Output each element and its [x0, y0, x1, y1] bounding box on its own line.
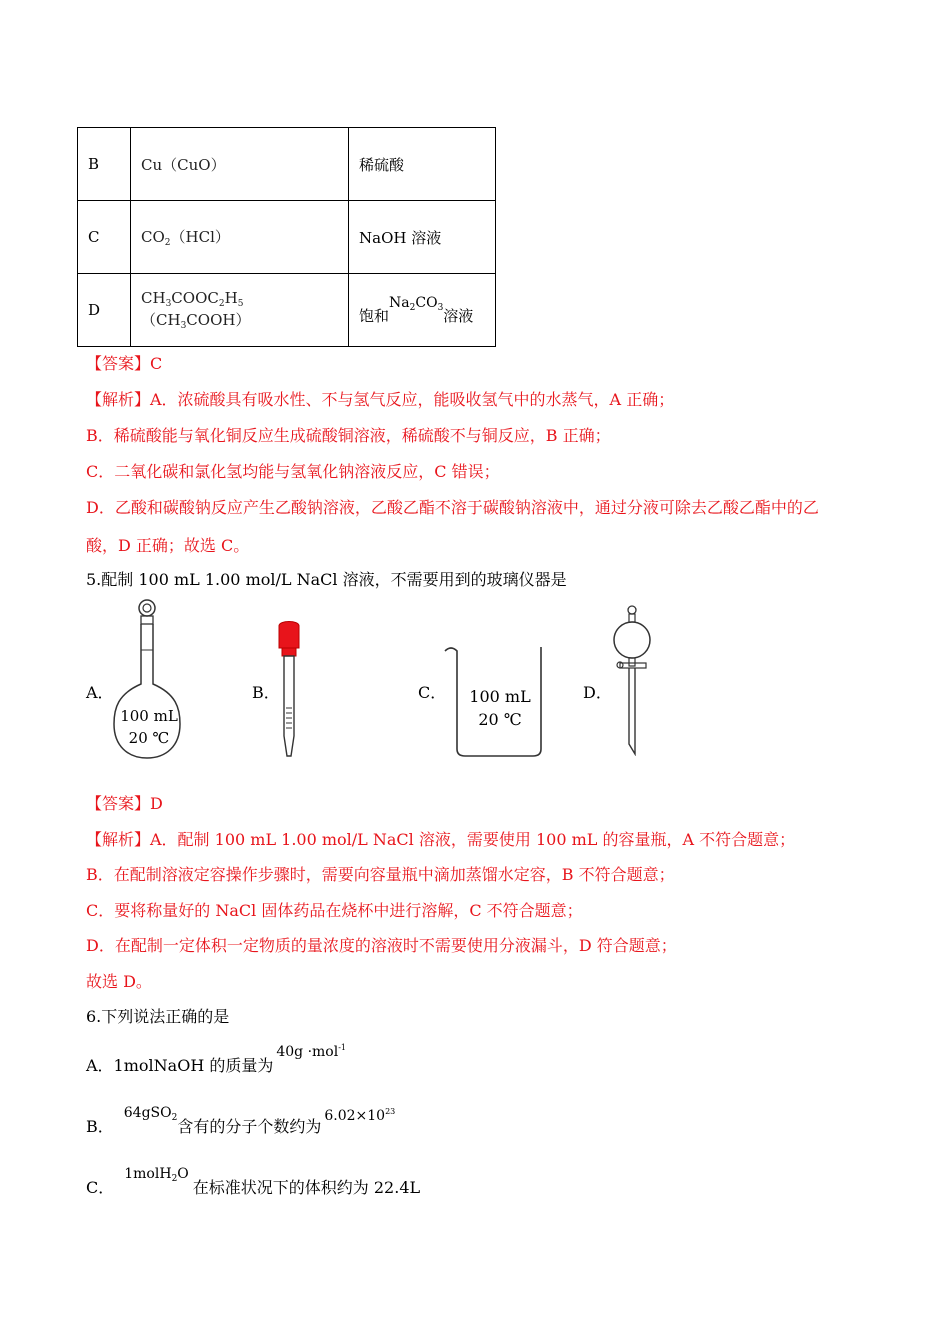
mixture-cell: Cu（CuO） — [131, 128, 349, 201]
q5-stem: 5.配制 100 mL 1.00 mol/L NaCl 溶液，不需要用到的玻璃仪器是 — [86, 570, 567, 589]
q4-analysis-a: 【解析】A．浓硫酸具有吸水性、不与氢气反应，能吸收氢气中的水蒸气，A 正确； — [86, 390, 675, 409]
q5-analysis-a: 【解析】A．配制 100 mL 1.00 mol/L NaCl 溶液，需要使用 100 mL 的容量瓶，A 不符合题意； — [86, 830, 796, 849]
q5-option-b: B． — [252, 683, 280, 702]
beaker-icon — [443, 643, 547, 759]
q6-option-b — [86, 1105, 396, 1138]
reagent-cell: NaOH 溶液 — [349, 201, 496, 274]
table-row — [78, 201, 496, 274]
q6-option-a — [86, 1043, 347, 1076]
q6-c-prefix: C． — [86, 1178, 115, 1197]
q6-b-text: 含有的分子个数约为 — [177, 1117, 322, 1136]
q6-b-value: $6.02\times 10^{23}$ — [324, 1107, 396, 1124]
mixture-cell: $CO_2(HCl)$ — [131, 201, 349, 274]
q5-answer: 【答案】D — [86, 794, 163, 813]
dropper-icon — [274, 618, 304, 760]
q6-stem: 6.下列说法正确的是 — [86, 1007, 230, 1026]
options-table — [77, 127, 496, 347]
q5-analysis-b: B．在配制溶液定容操作步骤时，需要向容量瓶中滴加蒸馏水定容，B 不符合题意； — [86, 865, 675, 884]
flask-label-volume: 100 mL — [120, 707, 178, 725]
reagent-cell: 稀硫酸 — [349, 128, 496, 201]
q6-a-formula: 40g ·mol$^{-1}$ — [276, 1043, 347, 1060]
q5-analysis-d: D．在配制一定体积一定物质的量浓度的溶液时不需要使用分液漏斗，D 符合题意； — [86, 936, 677, 955]
q6-c-formula: 1molH$_2$O — [124, 1166, 189, 1184]
q6-a-text: A．1molNaOH 的质量为 — [86, 1056, 274, 1075]
table-row — [78, 128, 496, 201]
volumetric-flask-icon — [108, 598, 192, 762]
q4-answer: 【答案】C — [86, 354, 163, 373]
q5-conclusion: 故选 D。 — [86, 972, 152, 991]
q6-b-formula: 64gSO$_2$ — [123, 1105, 178, 1123]
q5-option-c: C． — [418, 683, 447, 702]
row-label: D — [78, 274, 131, 347]
q5-option-d: D． — [583, 683, 612, 702]
q4-analysis-b: B．稀硫酸能与氧化铜反应生成硫酸铜溶液，稀硫酸不与铜反应，B 正确； — [86, 426, 611, 445]
table-row — [78, 274, 496, 347]
q6-c-text: 在标准状况下的体积约为 22.4L — [192, 1178, 421, 1197]
q4-analysis-d1: D．乙酸和碳酸钠反应产生乙酸钠溶液，乙酸乙酯不溶于碳酸钠溶液中，通过分液可除去乙酸乙酯中的乙 — [86, 498, 819, 517]
row-label: B — [78, 128, 131, 201]
beaker-label-temp: 20 ℃ — [478, 710, 522, 729]
row-label: C — [78, 201, 131, 274]
q5-option-a: A． — [86, 683, 114, 702]
separatory-funnel-icon — [612, 604, 656, 756]
beaker-label-volume: 100 mL — [469, 687, 531, 706]
flask-label-temp: 20 ℃ — [128, 729, 170, 747]
q6-option-c — [86, 1166, 421, 1199]
q6-b-prefix: B． — [86, 1117, 114, 1136]
mixture-cell: $CH_3COOC_2H_5(CH_3COOH)$ — [131, 274, 349, 347]
reagent-cell: 饱和$^{Na_2CO_3}$溶液 — [349, 274, 496, 347]
q4-analysis-c: C．二氧化碳和氯化氢均能与氢氧化钠溶液反应，C 错误； — [86, 462, 500, 481]
q4-analysis-d2: 酸，D 正确；故选 C。 — [86, 536, 250, 555]
q5-analysis-c: C．要将称量好的 NaCl 固体药品在烧杯中进行溶解，C 不符合题意； — [86, 901, 583, 920]
